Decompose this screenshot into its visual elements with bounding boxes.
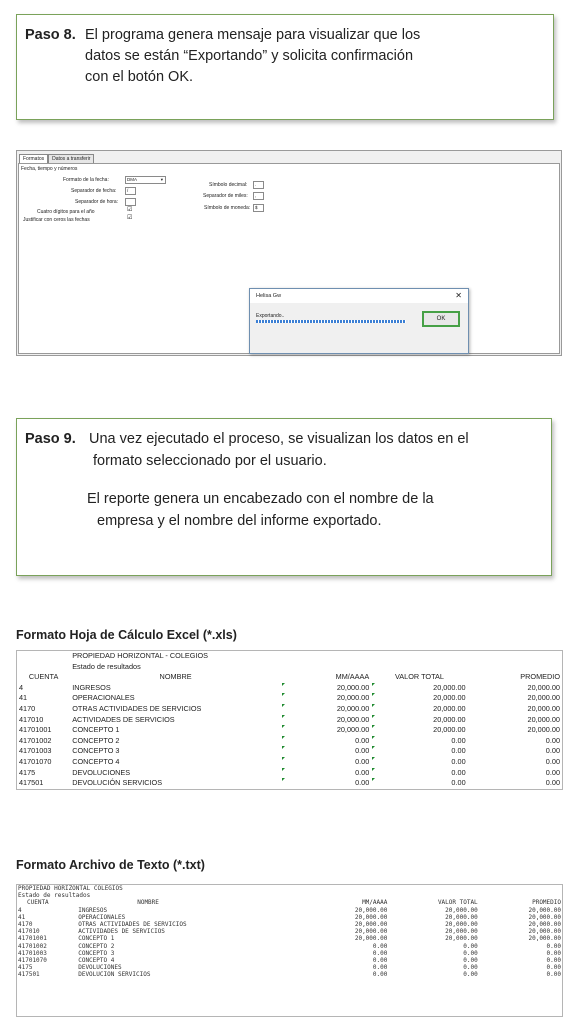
- excel-cell-total-value: 0.00: [371, 757, 467, 768]
- date-format-label: Formato de la fecha:: [63, 177, 109, 183]
- excel-report-name: Estado de resultados: [72, 661, 141, 671]
- tab-bar: [19, 154, 94, 163]
- txt-cell-total-value: 0.00: [463, 964, 478, 972]
- group-title: Fecha, tiempo y números: [21, 166, 78, 172]
- excel-table-row: [17, 736, 562, 747]
- tab-formatos[interactable]: Formatos: [19, 154, 48, 163]
- excel-cell-account: 41: [19, 693, 28, 703]
- txt-cell-total-value: 0.00: [463, 949, 478, 957]
- excel-cell-month-value: 20,000.00: [281, 704, 371, 715]
- excel-cell-average-value: 0.00: [545, 767, 560, 777]
- excel-cell-month-value: 0.00: [281, 757, 371, 768]
- excel-header-mes: MM/AAAA: [335, 672, 370, 682]
- txt-cell-total-value: 20,000.00: [445, 921, 478, 929]
- txt-cell-name: DEVOLUCIÓN SERVICIOS: [78, 971, 151, 979]
- excel-cell-account: 41701001: [19, 725, 52, 735]
- excel-cell-average-value: 20,000.00: [527, 703, 560, 713]
- excel-cell-account: 4: [19, 682, 24, 692]
- excel-cell-total-value: 20,000.00: [371, 725, 467, 736]
- excel-cell-total-value: 20,000.00: [371, 715, 467, 726]
- excel-cell-account: 41701070: [19, 756, 52, 766]
- excel-header-nombre: NOMBRE: [159, 672, 192, 682]
- excel-cell-name: CONCEPTO 4: [72, 756, 120, 766]
- txt-table-row: [17, 935, 562, 942]
- txt-cell-account: 41701003: [18, 949, 47, 957]
- txt-table-row: [17, 964, 562, 971]
- excel-cell-total-value: 20,000.00: [371, 693, 467, 704]
- excel-cell-average-value: 0.00: [545, 778, 560, 788]
- excel-cell-average-value: 20,000.00: [527, 693, 560, 703]
- excel-format-title: Formato Hoja de Cálculo Excel (*.xls): [16, 628, 237, 642]
- currency-label: Símbolo de moneda:: [204, 205, 251, 211]
- txt-cell-account: 41701002: [18, 942, 47, 950]
- step8-line2: datos se están “Exportando” y solicita confirmación: [85, 48, 414, 64]
- excel-cell-total-value: 0.00: [371, 746, 467, 757]
- excel-header-cuenta: CUENTA: [28, 672, 59, 682]
- txt-cell-average-value: 20,000.00: [528, 913, 561, 921]
- txt-cell-month-value: 20,000.00: [354, 906, 388, 914]
- excel-cell-account: 4170: [19, 703, 36, 713]
- txt-preview: [16, 884, 563, 1017]
- excel-cell-average-value: 20,000.00: [527, 725, 560, 735]
- txt-header-total: VALOR TOTAL: [437, 899, 478, 907]
- formats-panel: [18, 163, 560, 354]
- txt-cell-month-value: 0.00: [372, 957, 388, 965]
- txt-report-name: Estado de resultados: [18, 892, 91, 900]
- year4-checkbox[interactable]: ☑: [127, 207, 133, 213]
- excel-cell-name: OPERACIONALES: [72, 693, 135, 703]
- txt-cell-name: CONCEPTO 1: [78, 935, 115, 943]
- excel-cell-average-value: 0.00: [545, 756, 560, 766]
- excel-table-row: [17, 746, 562, 757]
- excel-cell-average-value: 0.00: [545, 746, 560, 756]
- excel-header-total: VALOR TOTAL: [394, 672, 444, 682]
- txt-header-nombre: NOMBRE: [137, 899, 159, 907]
- excel-table-row: [17, 757, 562, 768]
- txt-cell-name: ACTIVIDADES DE SERVICIOS: [78, 928, 165, 936]
- thousands-input[interactable]: ,: [253, 192, 264, 200]
- txt-cell-name: DEVOLUCIONES: [78, 964, 122, 972]
- export-settings-window: [16, 150, 562, 356]
- excel-cell-total-value: 20,000.00: [371, 683, 467, 694]
- txt-table-row: [17, 921, 562, 928]
- excel-table-row: [17, 704, 562, 715]
- step9-box: [16, 418, 552, 576]
- date-sep-input[interactable]: /: [125, 187, 136, 195]
- excel-cell-name: INGRESOS: [72, 682, 111, 692]
- txt-company: PROPIEDAD HORIZONTAL COLEGIOS: [18, 885, 123, 892]
- txt-cell-month-value: 20,000.00: [354, 913, 388, 921]
- ok-button[interactable]: OK: [422, 311, 460, 327]
- txt-table-row: [17, 907, 562, 914]
- zeros-checkbox[interactable]: ☑: [127, 215, 133, 221]
- txt-cell-month-value: 0.00: [372, 971, 388, 979]
- txt-header-mes: MM/AAAA: [362, 899, 388, 907]
- chevron-down-icon: ▾: [160, 177, 163, 182]
- excel-table-row: [17, 778, 562, 789]
- txt-table-row: [17, 957, 562, 964]
- excel-cell-month-value: 20,000.00: [281, 693, 371, 704]
- txt-cell-average-value: 0.00: [546, 964, 561, 972]
- excel-cell-month-value: 20,000.00: [281, 725, 371, 736]
- txt-table-row: [17, 914, 562, 921]
- tab-datos[interactable]: Datos a transferir: [48, 154, 94, 163]
- step8-line1: El programa genera mensaje para visualizar que los: [85, 27, 421, 43]
- txt-header-promedio: PROMEDIO: [532, 899, 561, 907]
- txt-cell-total-value: 20,000.00: [445, 928, 478, 936]
- zeros-label: Justificar con ceros las fechas: [23, 217, 90, 223]
- decimal-input[interactable]: .: [253, 181, 264, 189]
- excel-cell-name: CONCEPTO 2: [72, 735, 120, 745]
- txt-cell-average-value: 20,000.00: [528, 935, 561, 943]
- txt-cell-account: 41701001: [18, 935, 47, 943]
- step8-box: [16, 14, 554, 120]
- time-sep-label: Separador de hora:: [75, 199, 119, 205]
- txt-cell-account: 417501: [18, 971, 40, 979]
- excel-cell-name: DEVOLUCIONES: [72, 767, 131, 777]
- close-icon[interactable]: ✕: [455, 291, 462, 300]
- txt-cell-name: OPERACIONALES: [78, 913, 126, 921]
- excel-table-row: [17, 725, 562, 736]
- txt-cell-month-value: 20,000.00: [354, 921, 388, 929]
- time-sep-input[interactable]: [125, 198, 136, 206]
- txt-table-row: [17, 950, 562, 957]
- excel-table-row: [17, 693, 562, 704]
- excel-header-promedio: PROMEDIO: [520, 672, 560, 682]
- excel-cell-name: CONCEPTO 1: [72, 725, 120, 735]
- txt-header-cuenta: CUENTA: [27, 899, 49, 907]
- txt-cell-account: 4175: [18, 964, 33, 972]
- date-format-select[interactable]: [125, 176, 166, 184]
- txt-cell-total-value: 20,000.00: [445, 906, 478, 914]
- txt-cell-month-value: 20,000.00: [354, 935, 388, 943]
- excel-table-row: [17, 715, 562, 726]
- year4-label: Cuatro dígitos para el año: [37, 209, 95, 215]
- txt-cell-total-value: 0.00: [463, 971, 478, 979]
- txt-cell-name: CONCEPTO 3: [78, 949, 115, 957]
- txt-cell-average-value: 0.00: [546, 971, 561, 979]
- step8-label: Paso 8.: [25, 27, 76, 43]
- txt-cell-name: CONCEPTO 4: [78, 957, 115, 965]
- txt-table-row: [17, 971, 562, 978]
- txt-cell-account: 41: [18, 913, 26, 921]
- txt-cell-total-value: 0.00: [463, 942, 478, 950]
- excel-cell-name: ACTIVIDADES DE SERVICIOS: [72, 714, 175, 724]
- excel-cell-total-value: 0.00: [371, 768, 467, 779]
- excel-cell-average-value: 20,000.00: [527, 682, 560, 692]
- excel-cell-month-value: 0.00: [281, 736, 371, 747]
- txt-cell-total-value: 0.00: [463, 957, 478, 965]
- txt-cell-month-value: 0.00: [372, 964, 388, 972]
- txt-cell-month-value: 0.00: [372, 942, 388, 950]
- currency-input[interactable]: $: [253, 204, 264, 212]
- txt-table-row: [17, 928, 562, 935]
- date-sep-label: Separador de fecha:: [71, 188, 117, 194]
- txt-cell-average-value: 0.00: [546, 957, 561, 965]
- excel-cell-month-value: 0.00: [281, 768, 371, 779]
- excel-company: PROPIEDAD HORIZONTAL - COLEGIOS: [72, 651, 209, 660]
- txt-cell-name: INGRESOS: [78, 906, 108, 914]
- txt-cell-average-value: 20,000.00: [528, 906, 561, 914]
- step9-line3: El reporte genera un encabezado con el nombre de la: [87, 491, 434, 507]
- dialog-message: Exportando..: [256, 313, 285, 319]
- thousands-label: Separador de miles:: [203, 193, 248, 199]
- step9-label: Paso 9.: [25, 431, 76, 447]
- txt-cell-month-value: 20,000.00: [354, 928, 388, 936]
- excel-table-row: [17, 683, 562, 694]
- excel-cell-account: 41701003: [19, 746, 52, 756]
- txt-cell-average-value: 0.00: [546, 942, 561, 950]
- excel-cell-month-value: 0.00: [281, 778, 371, 789]
- txt-cell-average-value: 20,000.00: [528, 928, 561, 936]
- excel-cell-account: 417501: [19, 778, 44, 788]
- txt-cell-account: 4: [18, 906, 22, 914]
- excel-table-row: [17, 768, 562, 779]
- excel-cell-total-value: 0.00: [371, 736, 467, 747]
- step9-line2: formato seleccionado por el usuario.: [93, 453, 327, 469]
- txt-cell-account: 4170: [18, 921, 33, 929]
- excel-cell-account: 4175: [19, 767, 36, 777]
- excel-cell-total-value: 20,000.00: [371, 704, 467, 715]
- excel-cell-month-value: 20,000.00: [281, 715, 371, 726]
- dialog-title: Helisa Gw: [256, 293, 282, 299]
- step9-line1: Una vez ejecutado el proceso, se visualizan los datos en el: [89, 431, 469, 447]
- txt-format-title: Formato Archivo de Texto (*.txt): [16, 858, 205, 872]
- excel-cell-month-value: 20,000.00: [281, 683, 371, 694]
- txt-cell-total-value: 20,000.00: [445, 935, 478, 943]
- txt-table-row: [17, 943, 562, 950]
- txt-cell-name: CONCEPTO 2: [78, 942, 115, 950]
- excel-preview: [16, 650, 563, 790]
- excel-cell-name: DEVOLUCIÓN SERVICIOS: [72, 778, 163, 788]
- excel-cell-account: 41701002: [19, 735, 52, 745]
- excel-cell-account: 417010: [19, 714, 44, 724]
- step9-line4: empresa y el nombre del informe exportado.: [97, 513, 382, 529]
- decimal-label: Símbolo decimal:: [209, 182, 248, 188]
- txt-cell-month-value: 0.00: [372, 949, 388, 957]
- txt-cell-name: OTRAS ACTIVIDADES DE SERVICIOS: [78, 921, 187, 929]
- txt-cell-account: 417010: [18, 928, 40, 936]
- txt-cell-total-value: 20,000.00: [445, 913, 478, 921]
- export-progress-bar: [256, 320, 406, 323]
- date-format-value: DMA: [127, 177, 137, 182]
- excel-cell-name: OTRAS ACTIVIDADES DE SERVICIOS: [72, 703, 202, 713]
- txt-cell-account: 41701070: [18, 957, 47, 965]
- excel-cell-month-value: 0.00: [281, 746, 371, 757]
- excel-cell-average-value: 0.00: [545, 735, 560, 745]
- txt-cell-average-value: 0.00: [546, 949, 561, 957]
- excel-cell-name: CONCEPTO 3: [72, 746, 120, 756]
- step8-line3: con el botón OK.: [85, 69, 194, 85]
- export-dialog: [249, 288, 469, 354]
- excel-cell-average-value: 20,000.00: [527, 714, 560, 724]
- excel-cell-total-value: 0.00: [371, 778, 467, 789]
- txt-cell-average-value: 20,000.00: [528, 921, 561, 929]
